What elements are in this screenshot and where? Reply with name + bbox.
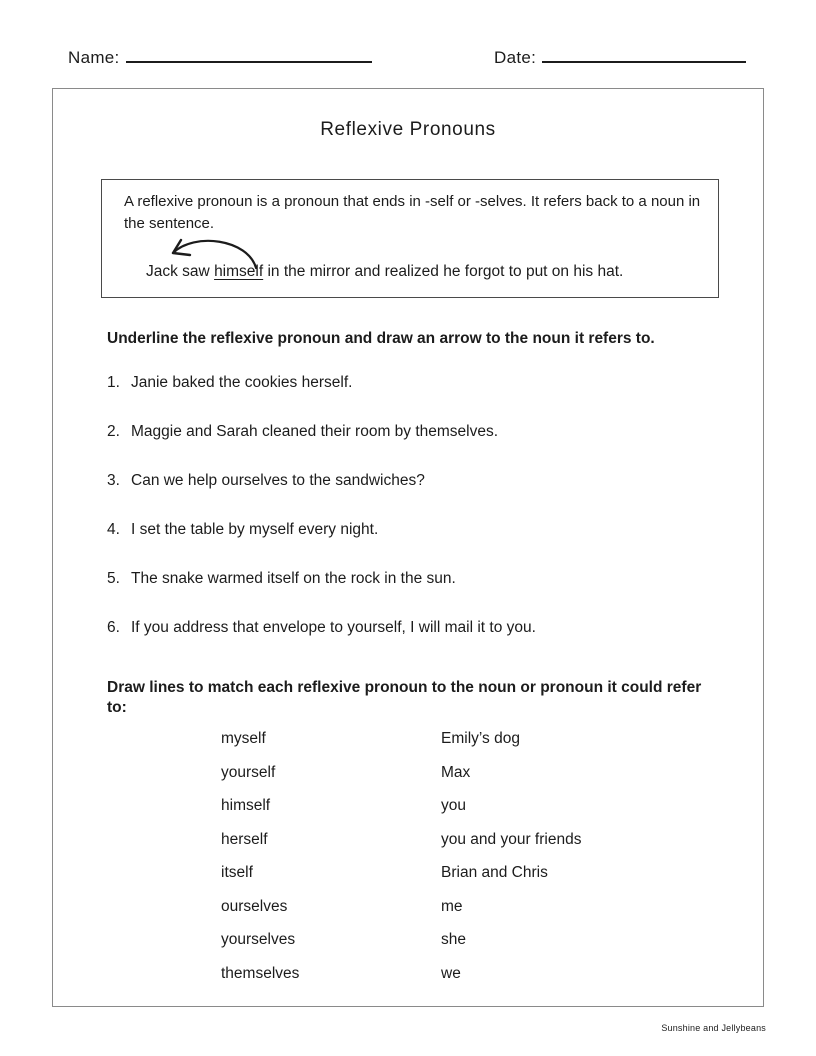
match-right-term: we [441,964,461,982]
sentence-item [107,571,536,587]
sentence-item [107,473,536,489]
example-after: in the mirror and realized he forgot to put on his hat. [263,263,624,280]
section2-instruction: Draw lines to match each reflexive pronoun to the noun or pronoun it could refer to: [107,679,702,716]
example-sentence [146,263,623,281]
sentence-item [107,620,536,636]
definition-text: A reflexive pronoun is a pronoun that ends in -self or -selves. It refers back to a noun in the sentence. [124,193,701,232]
match-right-term: you and your friends [441,830,582,848]
sentence-list [107,375,536,669]
item-text: If you address that envelope to yourself, I will mail it to you. [131,619,536,636]
match-row [221,931,581,965]
section1-instruction: Underline the reflexive pronoun and draw an arrow to the noun it refers to. [107,330,655,347]
match-left-term: themselves [221,964,300,982]
match-left-term: herself [221,830,268,848]
credit-text: Sunshine and Jellybeans [661,1023,766,1033]
item-number: 5. [107,570,120,587]
match-row [221,797,581,831]
item-text: I set the table by myself every night. [131,521,379,538]
match-row [221,730,581,764]
match-left-term: itself [221,864,253,881]
date-label: Date: [494,48,537,67]
match-left-term: myself [221,730,266,747]
item-number: 3. [107,472,120,489]
sentence-item [107,424,536,440]
page-title: Reflexive Pronouns [320,119,496,140]
name-blank-line[interactable] [126,48,372,63]
match-right-term: Brian and Chris [441,864,548,881]
match-right-term: Emily’s dog [441,730,520,747]
definition-box [101,179,719,298]
match-left-term: yourselves [221,931,296,948]
match-row [221,764,581,798]
match-row [221,965,581,999]
item-text: Can we help ourselves to the sandwiches? [131,472,425,489]
name-label: Name: [68,48,120,67]
item-number: 4. [107,521,120,538]
item-number: 1. [107,374,120,391]
example-before: Jack saw [146,263,215,280]
match-right-term: Max [441,763,471,781]
sentence-item [107,375,536,391]
matching-exercise [221,730,581,998]
date-field [494,48,746,68]
match-left-term: yourself [221,763,276,781]
item-number: 6. [107,619,120,636]
match-left-term: ourselves [221,897,288,915]
match-row [221,898,581,932]
name-field [68,48,372,68]
item-text: The snake warmed itself on the rock in the sun. [131,570,456,587]
match-right-term: you [441,797,466,814]
item-text: Janie baked the cookies herself. [131,374,353,391]
worksheet-border [52,88,764,1007]
match-right-term: me [441,897,463,915]
sentence-item [107,522,536,538]
match-row [221,864,581,898]
item-text: Maggie and Sarah cleaned their room by themselves. [131,423,499,440]
item-number: 2. [107,423,120,440]
match-right-term: she [441,931,466,948]
match-row [221,831,581,865]
match-left-term: himself [221,797,271,814]
example-pronoun: himself [214,263,264,280]
date-blank-line[interactable] [542,48,746,63]
